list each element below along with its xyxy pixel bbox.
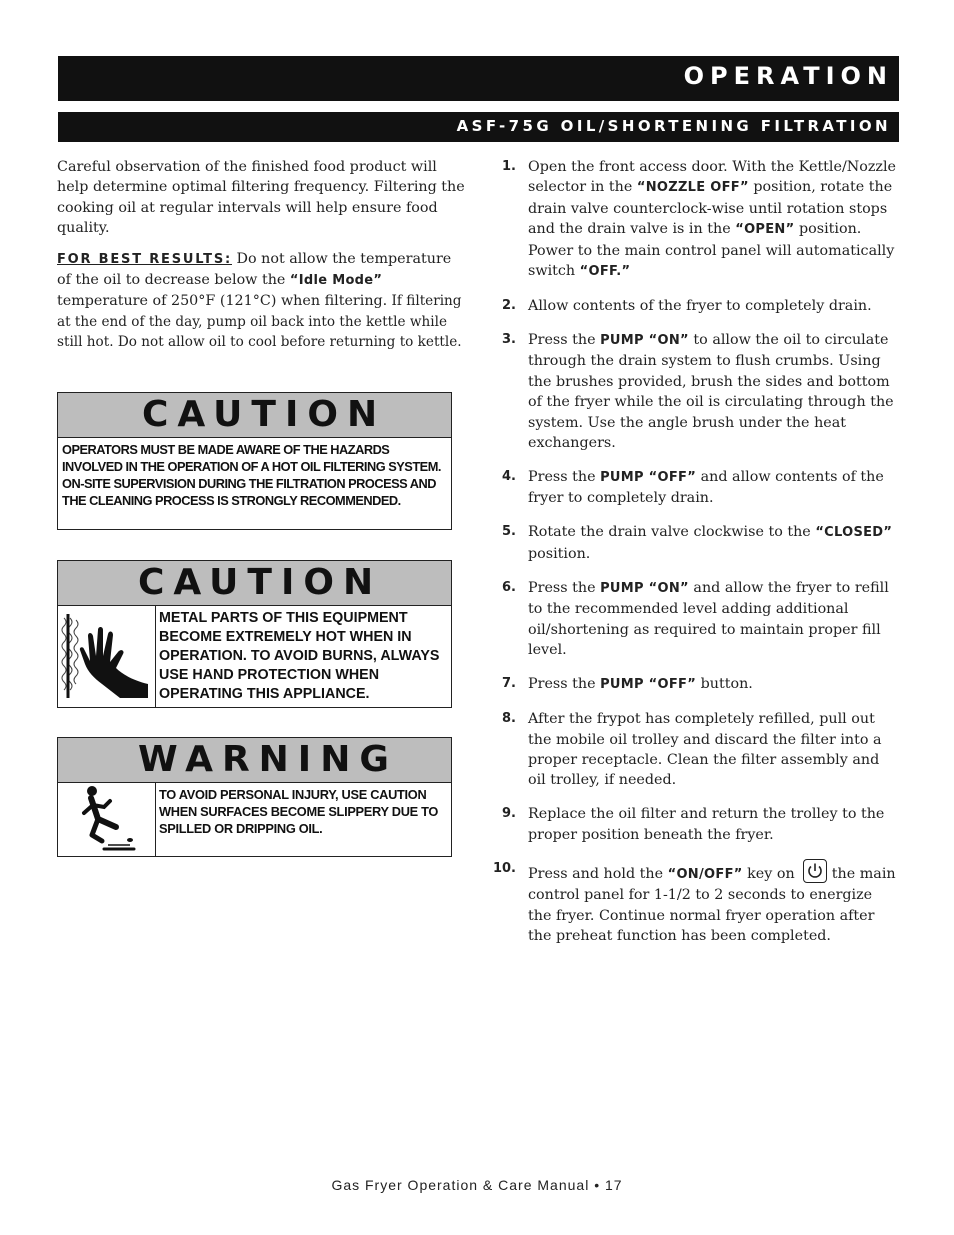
step-number: 2. (502, 298, 516, 314)
caution-heading: CAUTION (58, 393, 451, 438)
power-key-icon (803, 859, 827, 883)
step-number: 9. (502, 806, 516, 822)
procedure-step (488, 674, 900, 695)
best-results-paragraph: FOR BEST RESULTS: Do not allow the temperature of the oil to decrease below the “Idle Mode” temperature of 250°F (121°C) when filtering. If filtering at the end of the day, pump oil back into the kettle while still hot. Do not allow oil to cool before returning to kettle. (57, 250, 462, 351)
caution-box-hazards (57, 392, 452, 530)
step-text: position, rotate the drain valve counterclock-wise until rotation stops and the drain valve is in the (528, 179, 893, 238)
procedure-step (488, 157, 900, 282)
caution-text: METAL PARTS OF THIS EQUIPMENT BECOME EXTREMELY HOT WHEN IN OPERATION. TO AVOID BURNS, ALWAYS USE HAND PROTECTION WHEN OPERATING THIS APPLIANCE. (159, 610, 440, 702)
procedure-step (488, 330, 900, 453)
subsection-banner (58, 112, 899, 142)
step-keyword: “OFF.” (579, 264, 631, 280)
step-number: 3. (502, 332, 516, 348)
step-number: 10. (492, 860, 516, 876)
warning-box-slippery (57, 737, 452, 857)
step-keyword: PUMP “ON” (600, 580, 689, 596)
step-keyword: “ON/OFF” (667, 866, 743, 882)
caution-box-hot-parts (57, 560, 452, 708)
warning-text: TO AVOID PERSONAL INJURY, USE CAUTION WHEN SURFACES BECOME SLIPPERY DUE TO SPILLED OR DRIPPING OIL. (159, 787, 439, 836)
step-text: button. (696, 676, 753, 693)
step-text: Open the front access door. With the Kettle/Nozzle selector in the (528, 159, 896, 196)
procedure-step (488, 578, 900, 661)
hot-hand-icon (58, 606, 154, 707)
step-text: Press the (528, 579, 601, 596)
step-text: Press and hold the (528, 865, 668, 882)
best-results-label: FOR BEST RESULTS: (57, 251, 232, 267)
step-number: 6. (502, 579, 516, 595)
step-number: 1. (502, 159, 516, 174)
step-number: 5. (502, 524, 516, 540)
step-keyword: PUMP “OFF” (600, 470, 697, 486)
procedure-steps (488, 157, 900, 960)
slipping-person-icon (58, 783, 154, 856)
section-banner (58, 56, 899, 101)
step-text: and allow contents of the fryer to completely drain. (528, 469, 884, 507)
slipping-person-icon-cell (58, 783, 156, 856)
step-text: Press the (528, 469, 601, 486)
step-keyword: PUMP “OFF” (600, 677, 697, 693)
step-text: the main control panel for 1-1/2 to 2 seconds to energize the fryer. Continue normal fryer operation after the preheat function has been completed. (528, 865, 896, 944)
step-text: position. (528, 545, 591, 562)
caution-text: OPERATORS MUST BE MADE AWARE OF THE HAZARDS INVOLVED IN THE OPERATION OF A HOT OIL FILTERING SYSTEM. ON-SITE SUPERVISION DURING THE FILTRATION PROCESS AND THE CLEANING PROCESS IS STRONGLY RECOMMENDED. (62, 442, 441, 508)
step-keyword: PUMP “ON” (600, 333, 689, 349)
step-text: Replace the oil filter and return the trolley to the proper position beneath the fryer. (528, 806, 885, 843)
procedure-step (488, 522, 900, 564)
step-text: Allow contents of the fryer to completely drain. (528, 298, 872, 315)
step-text: Press the (528, 332, 601, 349)
step-text: Press the (528, 676, 601, 693)
step-keyword: “OPEN” (735, 222, 795, 238)
step-number: 4. (502, 469, 516, 485)
subsection-title: ASF-75G OIL/SHORTENING FILTRATION (456, 117, 891, 135)
intro-paragraph: Careful observation of the finished food product will help determine optimal filtering frequency. Filtering the cooking oil at regular intervals will help ensure food quality. (57, 159, 465, 237)
step-keyword: “NOZZLE OFF” (636, 180, 749, 196)
page-footer: Gas Fryer Operation & Care Manual • 17 (331, 1177, 623, 1193)
step-text: and allow the fryer to refill to the recommended level adding additional oil/shortening as required to maintain proper fill level. (528, 579, 889, 659)
warning-heading: WARNING (58, 738, 451, 783)
procedure-step (488, 296, 900, 316)
caution-heading: CAUTION (58, 561, 451, 606)
step-text: position. Power to the main control panel will automatically switch (528, 221, 895, 280)
step-text: to allow the oil to circulate through the drain system to flush crumbs. Using the brushes provided, brush the sides and bottom of the fryer while the oil is circulating through the system. Use the angle brush under the heat exchangers. (528, 332, 894, 452)
step-text: Rotate the drain valve clockwise to the (528, 524, 816, 541)
procedure-step (488, 709, 900, 791)
step-text: key on (742, 865, 800, 882)
step-number: 7. (502, 676, 516, 692)
section-title: OPERATION (683, 62, 893, 90)
step-text: After the frypot has completely refilled, pull out the mobile oil trolley and discard the filter into a proper receptacle. Clean the filter assembly and oil trolley, if needed. (528, 711, 882, 789)
procedure-step (488, 467, 900, 509)
hot-hand-icon-cell (58, 606, 156, 707)
procedure-step (488, 859, 900, 947)
step-keyword: “CLOSED” (815, 525, 893, 541)
step-number: 8. (502, 711, 516, 727)
procedure-step (488, 804, 900, 845)
intro-column (57, 157, 467, 363)
